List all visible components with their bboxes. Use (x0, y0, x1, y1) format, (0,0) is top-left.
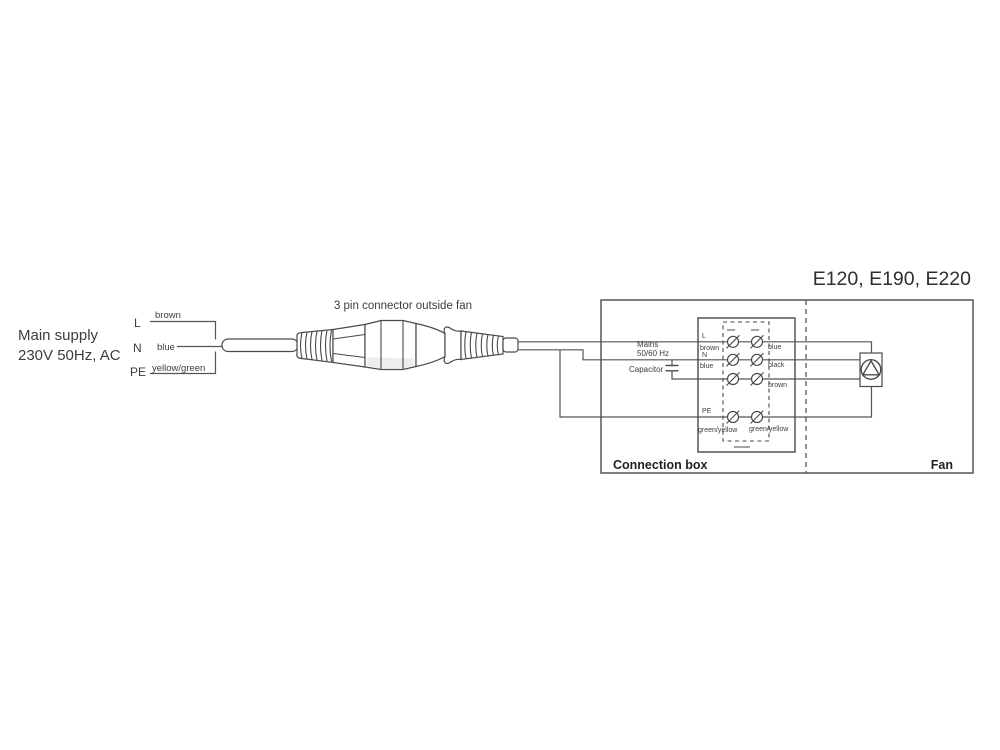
block-terminal-n: N (702, 352, 708, 359)
block-wire-pe-in: green/yellow (698, 427, 738, 434)
wire-n-to-fan (518, 350, 860, 360)
terminal-screw-l-left (727, 335, 740, 348)
connector-section (222, 300, 518, 370)
wire-runs (518, 342, 872, 417)
supply-wire-l (150, 322, 216, 340)
block-terminal-l: L (702, 333, 706, 340)
terminal-screw-pe-left (727, 411, 740, 424)
main-supply-title-line1: Main supply (18, 327, 99, 344)
terminal-screw-cap-right (751, 373, 764, 386)
model-title: E120, E190, E220 (812, 268, 971, 290)
supply-terminal-l-label: L (134, 316, 141, 330)
supply-cable (222, 339, 298, 352)
connector-body-shading (367, 357, 414, 368)
terminal-screw-n-right (751, 353, 764, 366)
terminal-screw-l-right (751, 335, 764, 348)
block-wire-n-out: black (768, 362, 785, 369)
mains-label-line2: 50/60 Hz (637, 349, 670, 358)
main-supply-title-line2: 230V 50Hz, AC (18, 347, 121, 364)
connection-box-caption: Connection box (613, 458, 708, 472)
connector-caption: 3 pin connector outside fan (333, 300, 473, 312)
connector-taper (416, 324, 445, 367)
capacitor-label: Capacitor (629, 365, 664, 374)
terminal-screw-cap-left (727, 373, 740, 386)
block-wire-l-in: brown (700, 345, 720, 352)
fan-caption: Fan (930, 458, 953, 472)
supply-terminal-pe-label: PE (130, 365, 147, 379)
wire-l-to-fan (518, 342, 872, 353)
fan-motor-symbol (860, 353, 882, 387)
capacitor-symbol (666, 366, 679, 371)
supply-wire-l-color: brown (155, 310, 181, 321)
block-wire-cap-out: brown (768, 382, 788, 389)
block-wire-n-in: blue (700, 363, 714, 370)
connector-collar (444, 327, 461, 363)
terminal-block (698, 318, 795, 452)
supply-wire-n-color: blue (157, 342, 175, 353)
supply-terminal-n-label: N (133, 341, 142, 355)
main-supply-section (18, 310, 224, 379)
mains-label-line1: Mains (637, 340, 659, 349)
block-terminal-pe: PE (702, 408, 712, 415)
block-wire-pe-out: green/yellow (749, 426, 789, 433)
connector-ferrule (503, 338, 518, 352)
terminal-screw-n-left (727, 353, 740, 366)
supply-wire-pe-color: yellow/green (152, 363, 206, 374)
motor-housing (860, 353, 882, 387)
terminal-screw-pe-right (751, 411, 764, 424)
connector-hex-nut (333, 325, 365, 368)
block-wire-l-out: blue (768, 344, 782, 351)
